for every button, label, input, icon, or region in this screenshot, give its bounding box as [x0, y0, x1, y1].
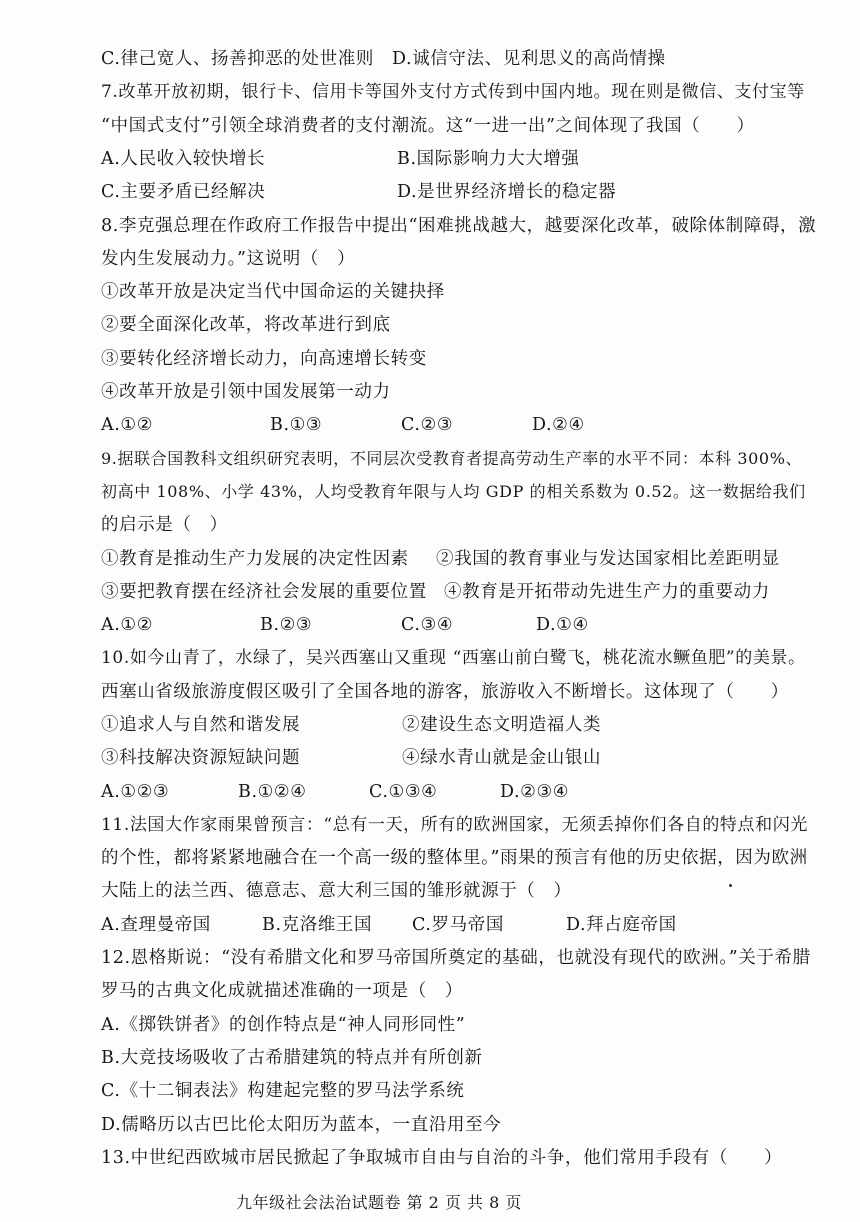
text-line: 大陆上的法兰西、德意志、意大利三国的雏形就源于（ ）	[101, 881, 572, 901]
option-c: C.罗马帝国	[412, 915, 504, 935]
text-line: 发内生发展动力。”这说明（ ）	[101, 249, 356, 269]
page-footer: 九年级社会法治试题卷 第 2 页 共 8 页	[236, 1193, 522, 1212]
statement: ②我国的教育事业与发达国家相比差距明显	[436, 549, 780, 569]
text-line: 初高中 108%、小学 43%，人均受教育年限与人均 GDP 的相关系数为 0.52。这一数据给我们	[101, 482, 806, 501]
statement: ④改革开放是引领中国发展第一动力	[101, 382, 391, 402]
option-d: D.拜占庭帝国	[566, 915, 677, 935]
question-7: 7.改革开放初期，银行卡、信用卡等国外支付方式传到中国内地。现在则是微信、支付宝等	[101, 82, 805, 102]
option-d: D.①④	[536, 615, 589, 635]
statement: ②建设生态文明造福人类	[402, 715, 602, 735]
statement: ③要把教育摆在经济社会发展的重要位置	[101, 582, 427, 602]
stray-mark	[729, 884, 732, 887]
question-12: 12.恩格斯说：“没有希腊文化和罗马帝国所奠定的基础，也就没有现代的欧洲。”关于希腊	[101, 948, 811, 968]
option-a: A.查理曼帝国	[101, 915, 211, 935]
statement: ④绿水青山就是金山银山	[402, 748, 602, 768]
statement: ①教育是推动生产力发展的决定性因素	[101, 549, 409, 569]
statement: ②要全面深化改革，将改革进行到底	[101, 315, 391, 335]
question-11: 11.法国大作家雨果曾预言：“总有一天，所有的欧洲国家，无须丢掉你们各自的特点和闪光	[101, 815, 808, 835]
statement: ①改革开放是决定当代中国命运的关键抉择	[101, 282, 445, 302]
option-c: C.主要矛盾已经解决	[101, 182, 266, 202]
text-line: C.律己宽人、扬善抑恶的处世准则 D.诚信守法、见利思义的高尚情操	[101, 49, 666, 69]
option-b: B.①③	[270, 415, 323, 435]
option-d: D.②④	[532, 415, 585, 435]
option-b: B.国际影响力大大增强	[397, 149, 580, 169]
question-8: 8.李克强总理在作政府工作报告中提出“困难挑战越大，越要深化改革，破除体制障碍，激	[101, 216, 817, 236]
option-a: A.《掷铁饼者》的创作特点是“神人同形同性”	[101, 1015, 466, 1035]
option-d: D.是世界经济增长的稳定器	[397, 182, 617, 202]
statement: ③科技解决资源短缺问题	[101, 748, 301, 768]
option-d: D.②③④	[500, 782, 570, 802]
option-b: B.②③	[260, 615, 313, 635]
text-line: 的个性，都将紧紧地融合在一个高一级的整体里。”雨果的预言有他的历史依据，因为欧洲	[101, 848, 808, 868]
question-9: 9.据联合国教科文组织研究表明，不同层次受教育者提高劳动生产率的水平不同：本科 300%、	[101, 449, 803, 468]
text-line: 罗马的古典文化成就描述准确的一项是（ ）	[101, 981, 463, 1001]
text-line: “中国式支付”引领全球消费者的支付潮流。这“一进一出”之间体现了我国（ ）	[101, 116, 755, 136]
statement: ③要转化经济增长动力，向高速增长转变	[101, 349, 427, 369]
option-c: C.③④	[401, 615, 454, 635]
question-13: 13.中世纪西欧城市居民掀起了争取城市自由与自治的斗争，他们常用手段有（ ）	[101, 1148, 783, 1168]
statement: ①追求人与自然和谐发展	[101, 715, 301, 735]
option-c: C.①③④	[369, 782, 438, 802]
option-b: B.大竞技场吸收了古希腊建筑的特点并有所创新	[101, 1048, 483, 1068]
text-line: 的启示是（ ）	[101, 515, 228, 535]
question-10: 10.如今山青了，水绿了，吴兴西塞山又重现 “西塞山前白鹭飞，桃花流水鳜鱼肥”的美景。	[101, 648, 806, 668]
option-a: A.①②	[101, 415, 153, 435]
text-line: 西塞山省级旅游度假区吸引了全国各地的游客，旅游收入不断增长。这体现了（ ）	[101, 682, 789, 702]
option-c: C.《十二铜表法》构建起完整的罗马法学系统	[101, 1081, 465, 1101]
option-b: B.克洛维王国	[262, 915, 373, 935]
option-d: D.儒略历以古巴比伦太阳历为蓝本，一直沿用至今	[101, 1115, 502, 1135]
option-b: B.①②④	[238, 782, 307, 802]
statement: ④教育是开拓带动先进生产力的重要动力	[444, 582, 770, 602]
option-a: A.①②③	[101, 782, 170, 802]
option-a: A.人民收入较快增长	[101, 149, 266, 169]
option-c: C.②③	[401, 415, 454, 435]
option-a: A.①②	[101, 615, 153, 635]
